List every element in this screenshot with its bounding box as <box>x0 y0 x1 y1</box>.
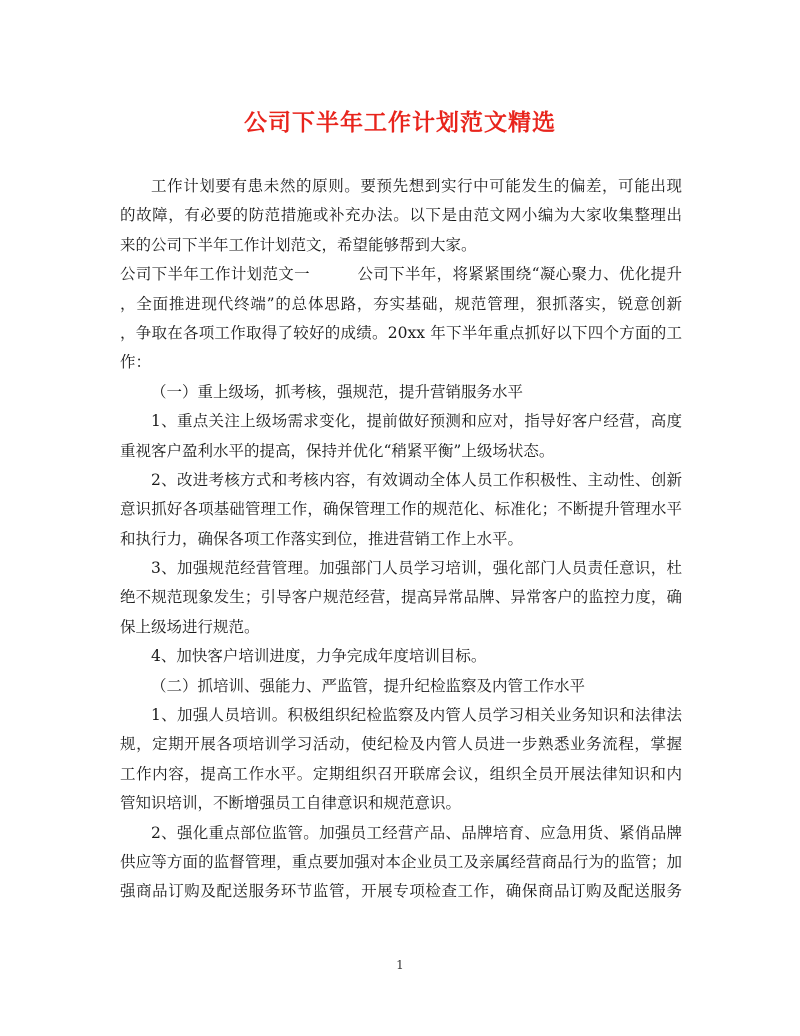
text-line: 1、加强人员培训。积极组织纪检监察及内管人员学习相关业务知识和法律法 <box>151 706 682 725</box>
text-line: 作： <box>120 353 152 372</box>
text-line: 强商品订购及配送服务环节监管，开展专项检查工作，确保商品订购及配送服务 <box>120 882 682 901</box>
page-number: 1 <box>396 958 404 972</box>
text-line: 和执行力，确保各项工作落实到位，推进营销工作上水平。 <box>120 529 524 548</box>
text-line: 2、改进考核方式和考核内容，有效调动全体人员工作积极性、主动性、创新 <box>151 470 682 489</box>
text-line: 4、加快客户培训进度，力争完成年度培训目标。 <box>151 647 487 666</box>
text-line: 公司下半年工作计划范文一 公司下半年，将紧紧围绕“凝心聚力、优化提升 <box>120 265 682 284</box>
text-line: 供应等方面的监督管理，重点要加强对本企业员工及亲属经营商品行为的监管；加 <box>120 852 682 871</box>
text-line: 重视客户盈利水平的提高，保持并优化“稍紧平衡”上级场状态。 <box>120 441 555 460</box>
text-line: 规，定期开展各项培训学习活动，使纪检及内管人员进一步熟悉业务流程，掌握 <box>120 735 682 754</box>
text-line: （一）重上级场，抓考核，强规范，提升营销服务水平 <box>151 382 524 401</box>
text-line: 来的公司下半年工作计划范文，希望能够帮到大家。 <box>120 235 477 254</box>
text-line: ，争取在各项工作取得了较好的成绩。20xx 年下半年重点抓好以下四个方面的工 <box>120 323 682 342</box>
document-body <box>120 172 682 907</box>
text-line: 工作计划要有患未然的原则。要预先想到实行中可能发生的偏差，可能出现 <box>151 177 682 195</box>
text-line: 1、重点关注上级场需求变化，提前做好预测和应对，指导好客户经营，高度 <box>151 412 682 431</box>
text-line: 保上级场进行规范。 <box>120 617 260 636</box>
text-line: （二）抓培训、强能力、严监管，提升纪检监察及内管工作水平 <box>151 676 586 695</box>
text-line: 工作内容，提高工作水平。定期组织召开联席会议，组织全员开展法律知识和内 <box>120 764 682 783</box>
text-line: 管知识培训，不断增强员工自律意识和规范意识。 <box>120 794 462 813</box>
text-line: ，全面推进现代终端”的总体思路，夯实基础，规范管理，狠抓落实，锐意创新 <box>120 294 682 313</box>
text-line: 意识抓好各项基础管理工作，确保管理工作的规范化、标准化；不断提升管理水平 <box>120 500 682 519</box>
text-line: 2、强化重点部位监管。加强员工经营产品、品牌培育、应急用货、紧俏品牌 <box>151 823 682 842</box>
text-line: 的故障，有必要的防范措施或补充办法。以下是由范文网小编为大家收集整理出 <box>120 206 682 225</box>
document-title: 公司下半年工作计划范文精选 <box>244 110 556 136</box>
text-line: 3、加强规范经营管理。加强部门人员学习培训，强化部门人员责任意识，杜 <box>151 559 682 578</box>
text-line: 绝不规范现象发生；引导客户规范经营，提高异常品牌、异常客户的监控力度，确 <box>120 588 682 607</box>
